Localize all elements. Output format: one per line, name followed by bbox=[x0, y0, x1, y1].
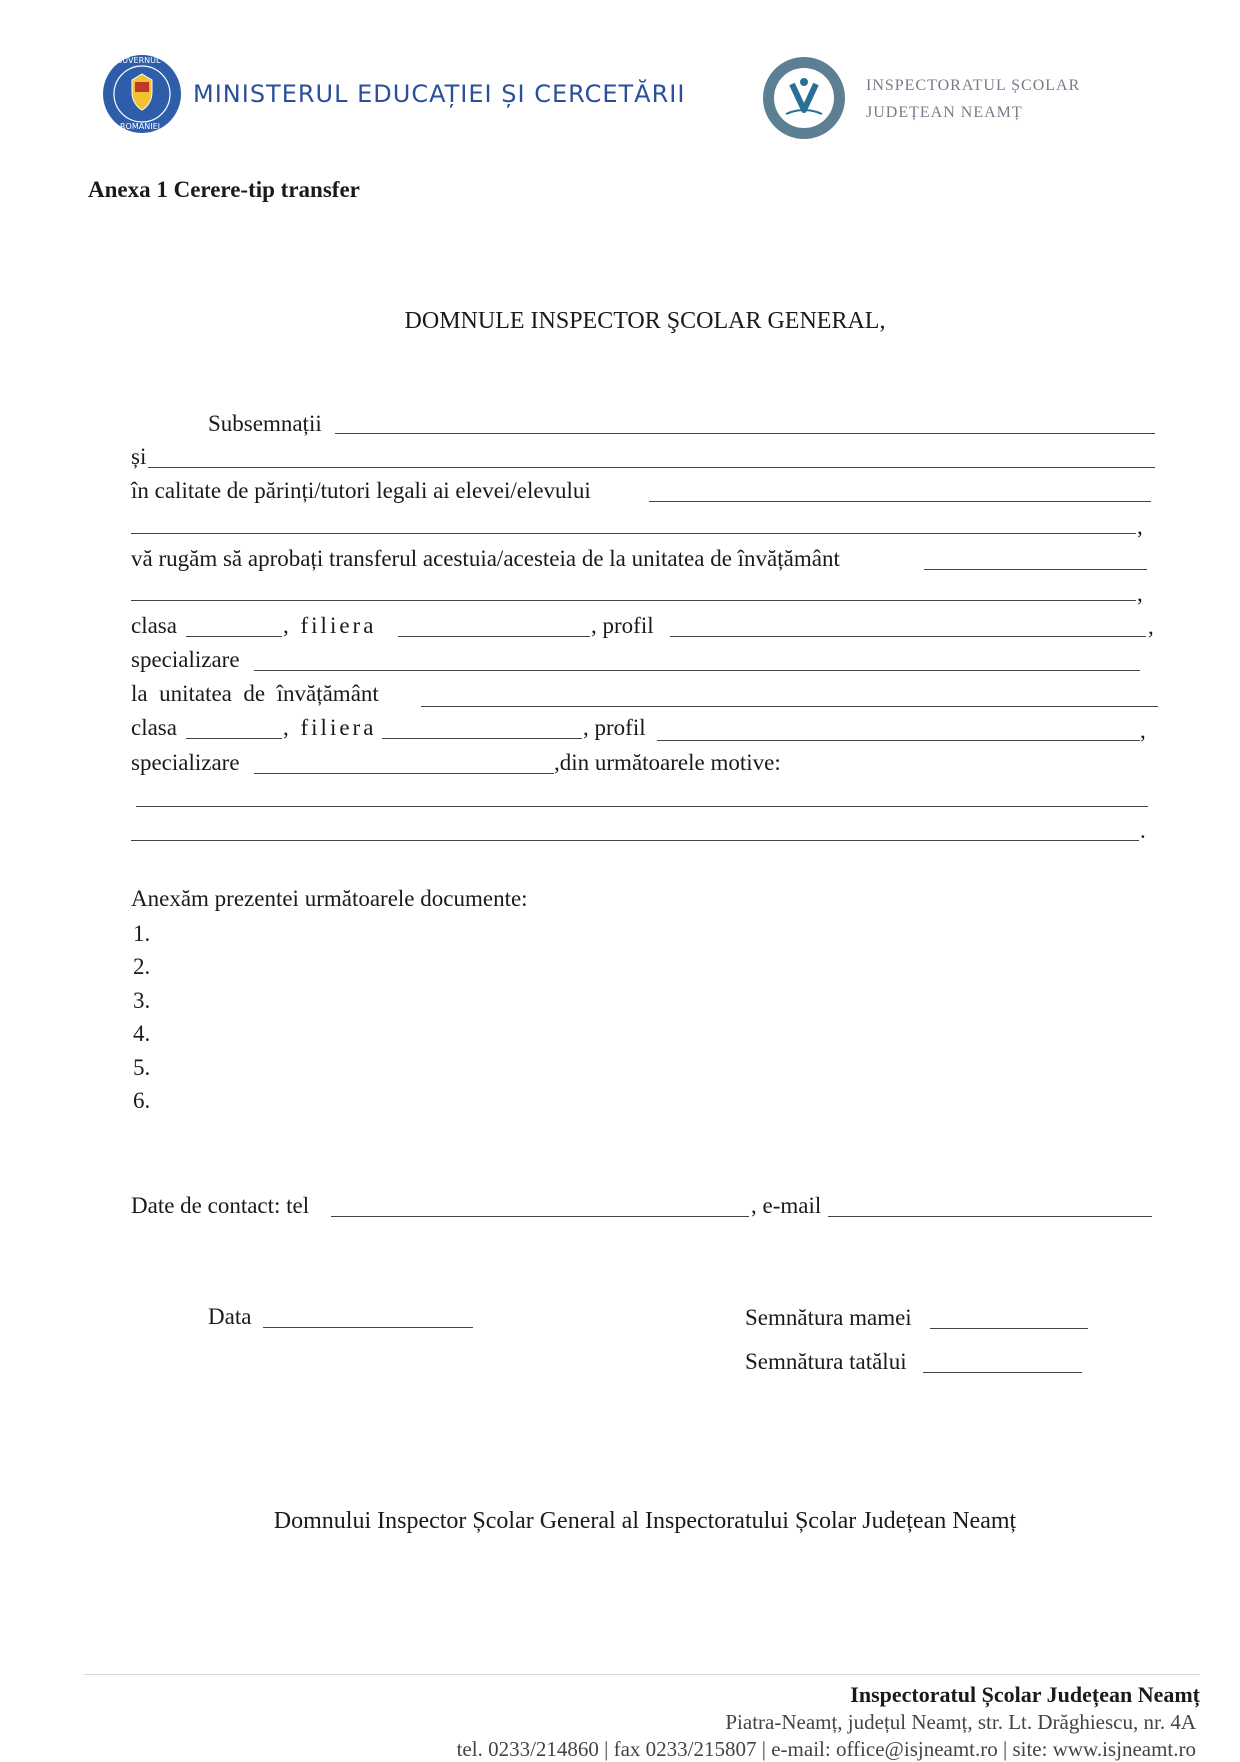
ministry-logo-text-top: GUVERNUL bbox=[116, 56, 161, 65]
annex-item-1: 1. bbox=[133, 921, 151, 946]
label-specializare-target: specializare bbox=[131, 750, 240, 775]
isj-name-line1: INSPECTORATUL ȘCOLAR bbox=[866, 77, 1081, 94]
footer-address: Piatra-Neamț, județul Neamț, str. Lt. Drăghiescu, nr. 4A bbox=[725, 1710, 1196, 1734]
field-date[interactable] bbox=[263, 1327, 473, 1328]
annex-item-6: 6. bbox=[133, 1088, 151, 1113]
label-filiera-source: , filiera bbox=[283, 613, 377, 638]
field-clasa-source[interactable] bbox=[186, 636, 282, 637]
footer-divider bbox=[84, 1674, 1200, 1675]
isj-emblem-icon bbox=[762, 56, 846, 140]
closing-address: Domnului Inspector Școlar General al Inspectoratului Școlar Județean Neamț bbox=[273, 1508, 1017, 1534]
label-si: și bbox=[131, 444, 147, 469]
label-rugam: vă rugăm să aprobați transferul acestuia/acesteia de la unitatea de învățământ bbox=[131, 546, 840, 571]
field-reasons-line1[interactable] bbox=[136, 806, 1148, 807]
label-profil-target: , profil bbox=[583, 715, 646, 740]
annex-title: Anexa 1 Cerere-tip transfer bbox=[88, 177, 360, 202]
annex-item-2: 2. bbox=[133, 954, 151, 979]
annex-item-5: 5. bbox=[133, 1055, 151, 1080]
label-calitate: în calitate de părinți/tutori legali ai elevei/elevului bbox=[131, 478, 591, 503]
field-target-school[interactable] bbox=[421, 706, 1158, 707]
field-parent2-name[interactable] bbox=[148, 467, 1155, 468]
field-semnatura-tatalui[interactable] bbox=[923, 1372, 1082, 1373]
label-data: Data bbox=[208, 1304, 252, 1329]
label-specializare-source: specializare bbox=[131, 647, 240, 672]
comma-4: , bbox=[1140, 718, 1146, 743]
label-clasa-source: clasa bbox=[131, 613, 177, 638]
ministry-logo-text-bottom: ROMÂNIEI bbox=[120, 122, 160, 131]
field-filiera-source[interactable] bbox=[398, 636, 590, 637]
label-semnatura-tatalui: Semnătura tatălui bbox=[745, 1349, 907, 1374]
field-contact-email[interactable] bbox=[828, 1216, 1152, 1217]
field-student-name[interactable] bbox=[649, 501, 1151, 502]
annexes-intro: Anexăm prezentei următoarele documente: bbox=[131, 886, 528, 911]
label-profil-source: , profil bbox=[591, 613, 654, 638]
label-din-motive: ,din următoarele motive: bbox=[554, 750, 781, 775]
greeting: DOMNULE INSPECTOR ŞCOLAR GENERAL, bbox=[404, 308, 886, 334]
field-specializare-source[interactable] bbox=[254, 670, 1140, 671]
label-semnatura-mamei: Semnătura mamei bbox=[745, 1305, 912, 1330]
period-reasons: . bbox=[1140, 818, 1146, 843]
ministry-logo bbox=[102, 54, 182, 134]
field-parent1-name[interactable] bbox=[335, 433, 1155, 434]
comma-1: , bbox=[1137, 514, 1143, 539]
label-la-unitatea: la unitatea de învățământ bbox=[131, 681, 379, 706]
isj-logo bbox=[762, 56, 846, 140]
comma-3: , bbox=[1148, 614, 1154, 639]
field-reasons-line2[interactable] bbox=[131, 840, 1139, 841]
isj-name-line2: JUDEȚEAN NEAMȚ bbox=[866, 104, 1023, 121]
comma-2: , bbox=[1137, 581, 1143, 606]
field-specializare-target[interactable] bbox=[254, 773, 554, 774]
field-source-school[interactable] bbox=[924, 569, 1147, 570]
field-student-name-cont[interactable] bbox=[131, 533, 1136, 534]
field-semnatura-mamei[interactable] bbox=[930, 1328, 1088, 1329]
annex-item-3: 3. bbox=[133, 988, 151, 1013]
field-profil-source[interactable] bbox=[670, 636, 1146, 637]
footer-org: Inspectoratul Școlar Județean Neamț bbox=[850, 1682, 1200, 1707]
field-profil-target[interactable] bbox=[657, 740, 1140, 741]
label-filiera-target: , filiera bbox=[283, 715, 377, 740]
field-clasa-target[interactable] bbox=[186, 738, 282, 739]
footer-contact: tel. 0233/214860 | fax 0233/215807 | e-mail: office@isjneamt.ro | site: www.isjneamt.ro bbox=[456, 1737, 1196, 1761]
label-clasa-target: clasa bbox=[131, 715, 177, 740]
field-contact-tel[interactable] bbox=[331, 1216, 749, 1217]
field-filiera-target[interactable] bbox=[382, 738, 582, 739]
field-source-school-cont[interactable] bbox=[131, 600, 1136, 601]
label-subsemnatii: Subsemnații bbox=[208, 411, 322, 436]
ministry-name: MINISTERUL EDUCAȚIEI ȘI CERCETĂRII bbox=[193, 80, 686, 108]
label-contact-tel: Date de contact: tel bbox=[131, 1193, 310, 1218]
label-contact-email: , e-mail bbox=[751, 1193, 822, 1218]
annex-item-4: 4. bbox=[133, 1021, 151, 1046]
